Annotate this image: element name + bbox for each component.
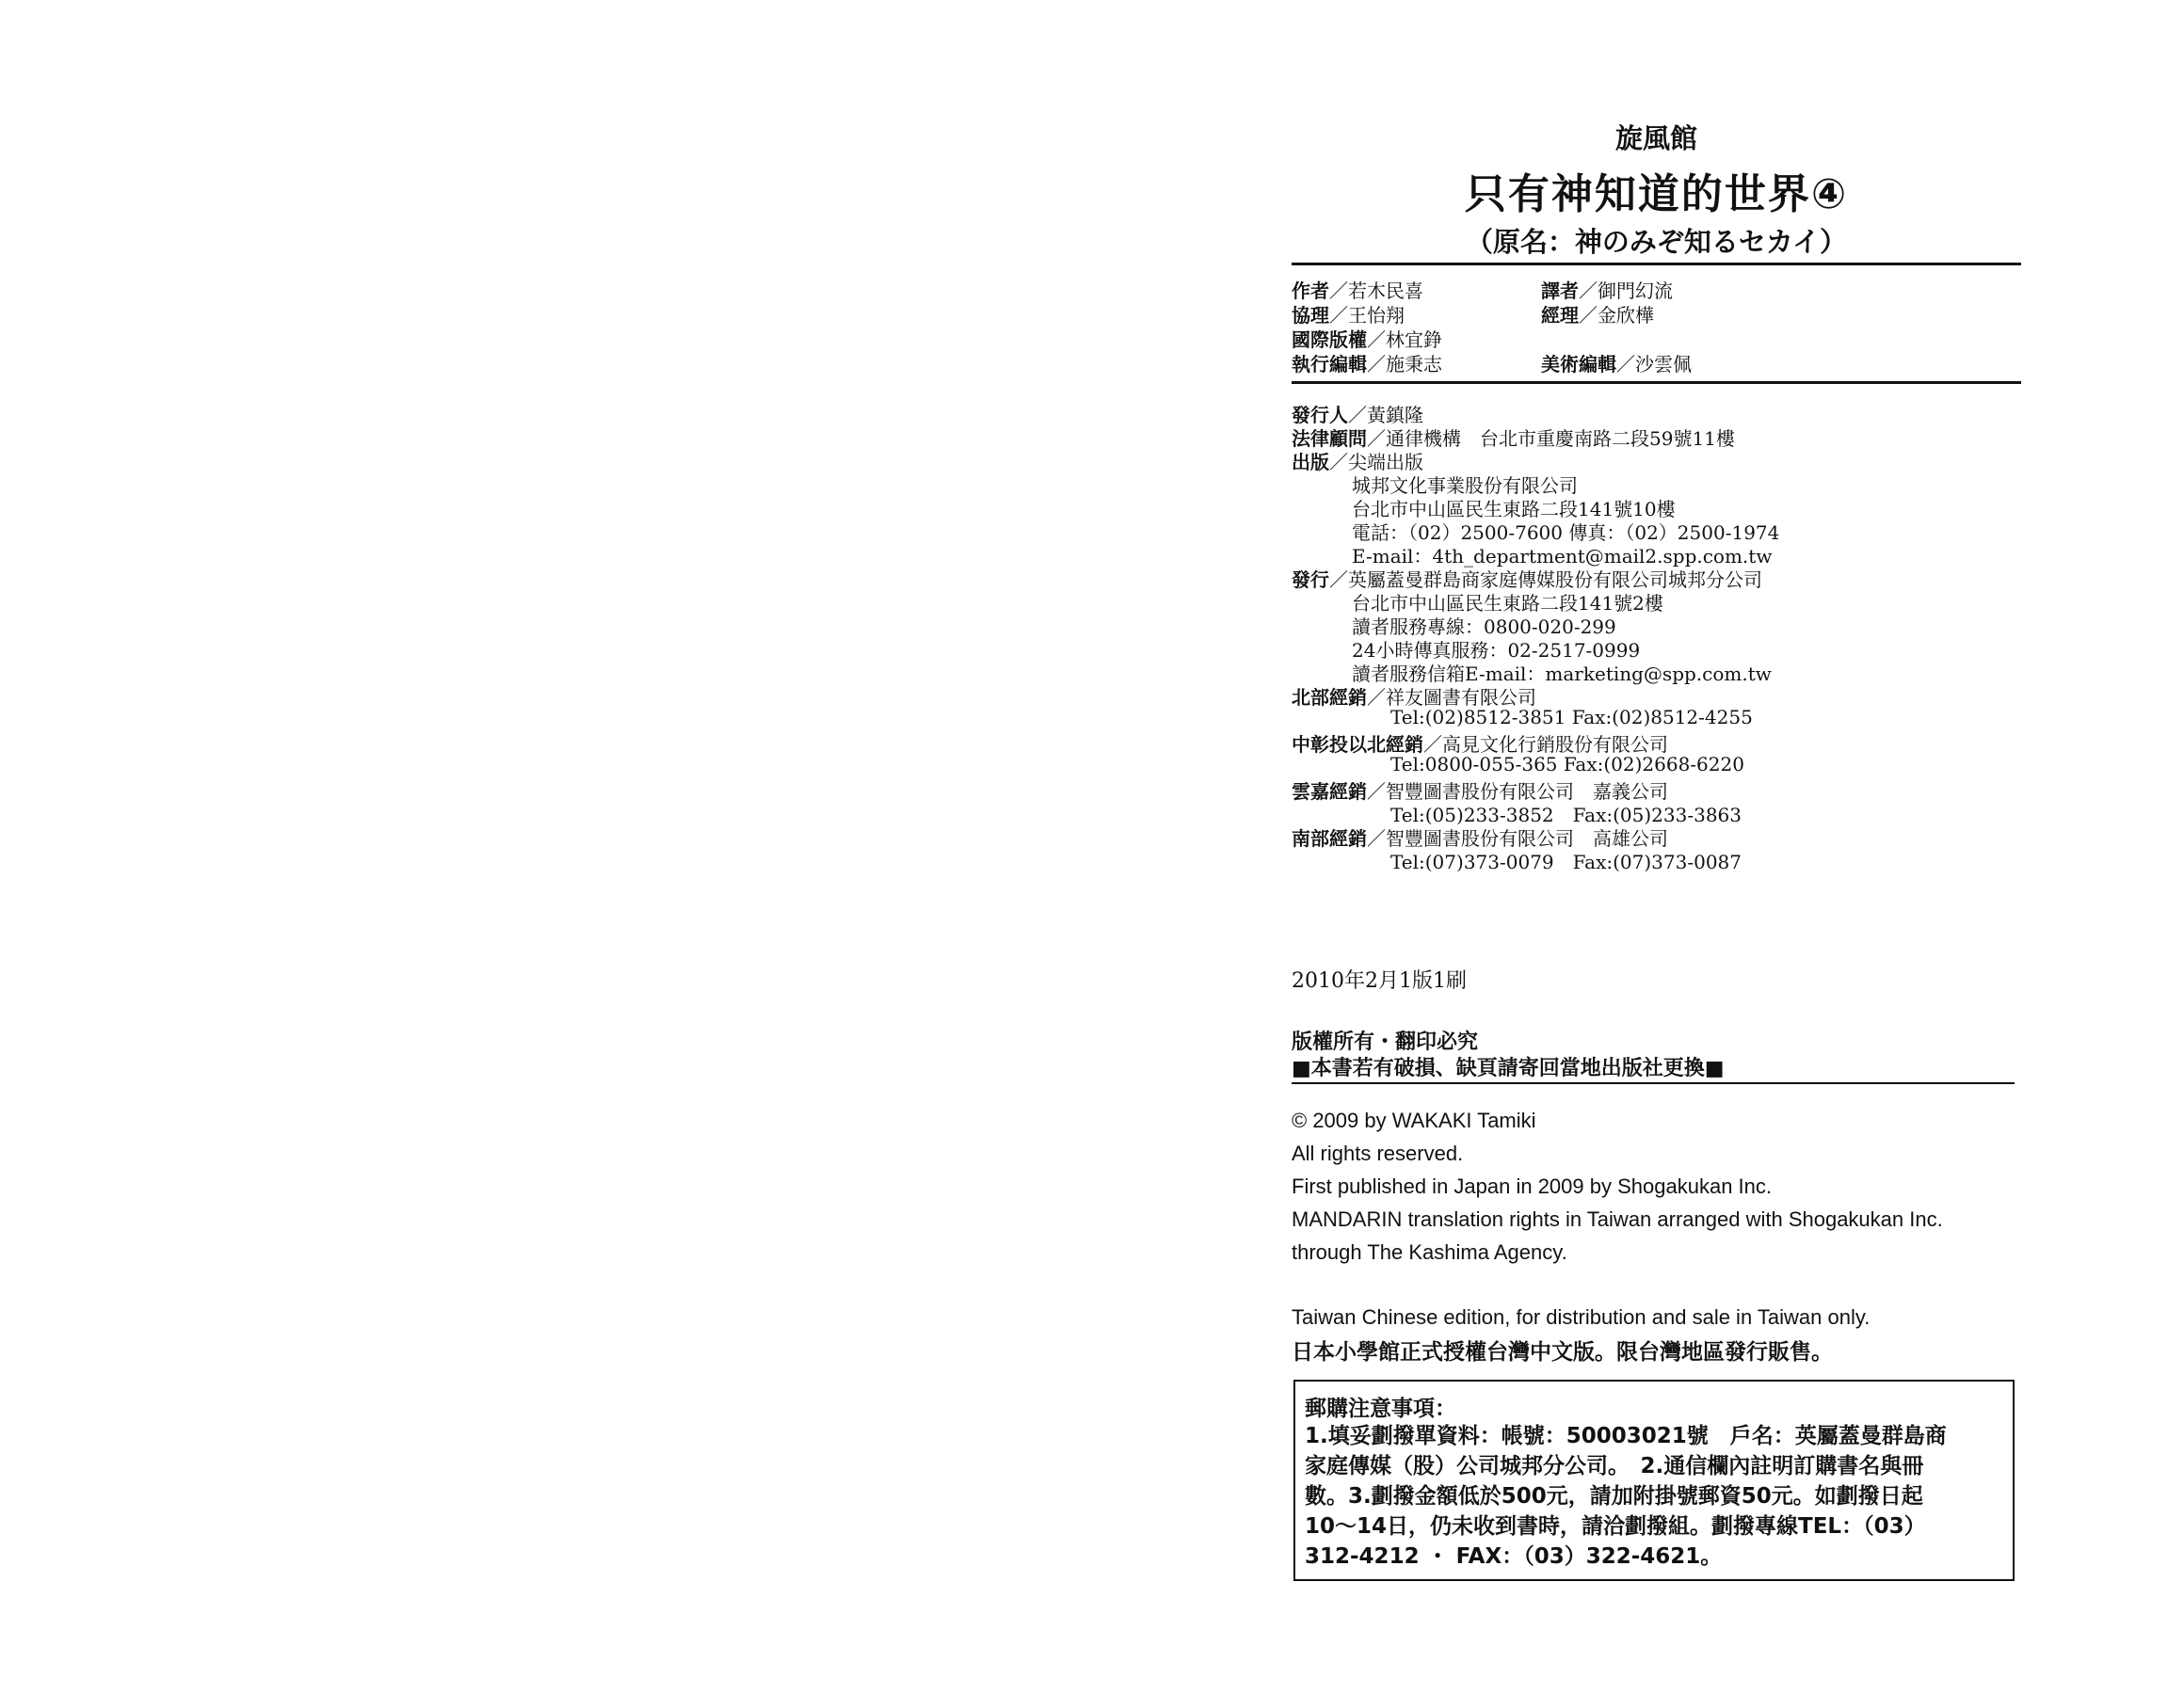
pub-value: 智豐圖書股份有限公司 嘉義公司 (1386, 780, 1668, 803)
postal-heading: 郵購注意事項： (1305, 1397, 1456, 1421)
pub-label: 發行人 (1292, 404, 1348, 426)
credit-name: 若木民喜 (1348, 280, 1423, 302)
credit-name: 林宜錚 (1386, 328, 1442, 351)
copyright-en: © 2009 by WAKAKI Tamiki (1292, 1109, 1536, 1132)
publisher-label: 旋風館 (1614, 122, 1697, 154)
edition-line: 2010年2月1版1刷 (1292, 969, 1467, 993)
credit-label: 國際版權 (1292, 328, 1367, 351)
credit-label: 協理 (1292, 304, 1329, 327)
central-distributor: 中彰投以北經銷／高見文化行銷股份有限公司 (1292, 733, 1668, 756)
pub-value: 高見文化行銷股份有限公司 (1442, 733, 1668, 756)
credit-label: 譯者 (1541, 280, 1579, 302)
south-distributor: 南部經銷／智豐圖書股份有限公司 高雄公司 (1292, 827, 1668, 850)
credit-translator: 譯者／御門幻流 (1541, 280, 1673, 302)
postal-line: 312-4212 ・ FAX：（03）322-4621。 (1305, 1544, 1723, 1569)
translation-rights: MANDARIN translation rights in Taiwan arranged with Shogakukan Inc. (1292, 1207, 1943, 1231)
credit-associate-manager: 協理／王怡翔 (1292, 304, 1405, 327)
original-title: （原名：神のみぞ知るセカイ） (1465, 226, 1848, 258)
credit-label: 經理 (1541, 304, 1579, 327)
postal-line: 1.填妥劃撥單資料：帳號：50003021號 戶名：英屬蓋曼群島商 (1305, 1424, 1947, 1448)
credit-label: 執行編輯 (1292, 353, 1367, 376)
postal-line: 10～14日，仍未收到書時，請洽劃撥組。劃撥專線TEL：（03） (1305, 1514, 1926, 1539)
credit-author: 作者／若木民喜 (1292, 280, 1423, 302)
pub-label: 雲嘉經銷 (1292, 780, 1367, 803)
credit-label: 作者 (1292, 280, 1329, 302)
press-address: 台北市中山區民生東路二段141號10樓 (1352, 498, 1676, 520)
issuer-line: 發行人／黃鎮隆 (1292, 404, 1423, 426)
credit-art-editor: 美術編輯／沙雲佩 (1541, 353, 1692, 376)
distribution-line: 發行／英屬蓋曼群島商家庭傳媒股份有限公司城邦分公司 (1292, 568, 1762, 591)
taiwan-edition-en: Taiwan Chinese edition, for distribution and sale in Taiwan only. (1292, 1305, 1871, 1329)
yunjia-distributor: 雲嘉經銷／智豐圖書股份有限公司 嘉義公司 (1292, 780, 1668, 803)
postal-line: 家庭傳媒（股）公司城邦分公司。 2.通信欄內註明訂購書名與冊 (1305, 1454, 1924, 1478)
pub-value: 黃鎮隆 (1367, 404, 1423, 426)
divider (1292, 263, 2021, 265)
central-contact: Tel:0800-055-365 Fax:(02)2668-6220 (1390, 753, 1744, 775)
credit-name: 御門幻流 (1598, 280, 1673, 302)
reader-email-line: 讀者服務信箱E-mail：marketing@spp.com.tw (1352, 663, 1772, 685)
pub-value: 祥友圖書有限公司 (1386, 686, 1536, 709)
pub-label: 南部經銷 (1292, 827, 1367, 850)
credit-name: 金欣樺 (1598, 304, 1654, 327)
rights-reserved: All rights reserved. (1292, 1142, 1464, 1165)
pub-value: 智豐圖書股份有限公司 高雄公司 (1386, 827, 1668, 850)
press-phone: 電話：（02）2500-7600 傳真：（02）2500-1974 (1352, 521, 1780, 544)
press-company: 城邦文化事業股份有限公司 (1352, 474, 1578, 497)
postal-body (1305, 1421, 2006, 1572)
copyright-cn: 版權所有・翻印必究 (1292, 1031, 1479, 1054)
pub-value: 尖端出版 (1348, 451, 1423, 473)
agency-line: through The Kashima Agency. (1292, 1240, 1567, 1264)
pub-label: 發行 (1292, 568, 1329, 591)
fax-service-line: 24小時傳真服務：02-2517-0999 (1352, 639, 1641, 662)
divider (1292, 1082, 2015, 1084)
pub-label: 北部經銷 (1292, 686, 1367, 709)
north-distributor: 北部經銷／祥友圖書有限公司 (1292, 686, 1536, 709)
south-contact: Tel:(07)373-0079 Fax:(07)373-0087 (1390, 851, 1742, 873)
legal-line: 法律顧問／通律機構 台北市重慶南路二段59號11樓 (1292, 427, 1735, 450)
distribution-address: 台北市中山區民生東路二段141號2樓 (1352, 592, 1663, 615)
book-title: 只有神知道的世界④ (1464, 170, 1849, 218)
credit-international-rights: 國際版權／林宜錚 (1292, 328, 1442, 351)
divider (1292, 381, 2021, 384)
credit-name: 施秉志 (1386, 353, 1442, 376)
pub-value: 英屬蓋曼群島商家庭傳媒股份有限公司城邦分公司 (1348, 568, 1762, 591)
yunjia-contact: Tel:(05)233-3852 Fax:(05)233-3863 (1390, 804, 1742, 826)
credit-executive-editor: 執行編輯／施秉志 (1292, 353, 1442, 376)
credit-manager: 經理／金欣樺 (1541, 304, 1654, 327)
pub-value: 通律機構 台北市重慶南路二段59號11樓 (1386, 427, 1735, 450)
credit-name: 沙雲佩 (1635, 353, 1692, 376)
reader-service-line: 讀者服務專線：0800-020-299 (1352, 615, 1616, 638)
defect-notice: ■本書若有破損、缺頁請寄回當地出版社更換■ (1292, 1057, 1725, 1080)
postal-line: 數。3.劃撥金額低於500元，請加附掛號郵資50元。如劃撥日起 (1305, 1484, 1923, 1509)
press-line: 出版／尖端出版 (1292, 451, 1423, 473)
credit-label: 美術編輯 (1541, 353, 1616, 376)
taiwan-edition-cn: 日本小學館正式授權台灣中文版。限台灣地區發行販售。 (1292, 1340, 1833, 1365)
north-contact: Tel:(02)8512-3851 Fax:(02)8512-4255 (1390, 706, 1753, 728)
press-email: E-mail：4th_department@mail2.spp.com.tw (1352, 545, 1773, 567)
credit-name: 王怡翔 (1348, 304, 1405, 327)
pub-label: 出版 (1292, 451, 1329, 473)
first-published: First published in Japan in 2009 by Shogakukan Inc. (1292, 1175, 1772, 1198)
postal-order-box (1293, 1380, 2015, 1581)
pub-label: 中彰投以北經銷 (1292, 733, 1423, 756)
pub-label: 法律顧問 (1292, 427, 1367, 450)
